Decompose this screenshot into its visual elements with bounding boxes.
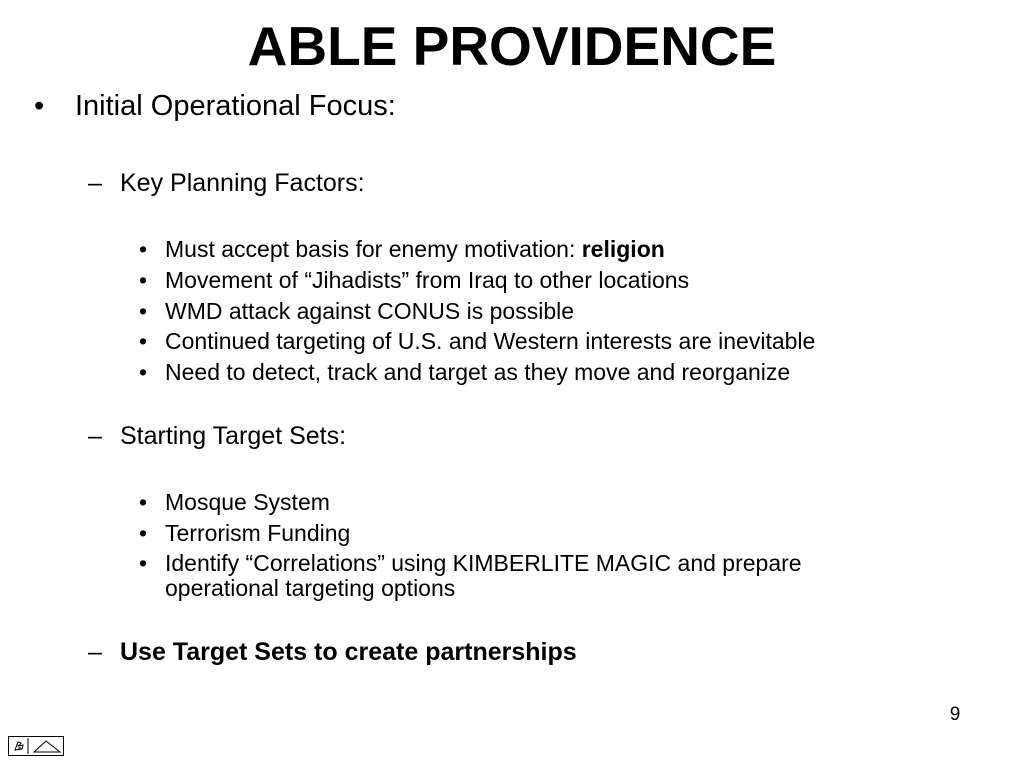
bullet-marker: • [139, 489, 148, 515]
list-item-text: Need to detect, track and target as they move and reorganize [165, 359, 791, 385]
slide-navigation-button[interactable] [8, 736, 64, 756]
emphasis-text: religion [581, 236, 665, 262]
dash-marker: – [88, 638, 102, 666]
list-item-text: operational targeting options [165, 575, 456, 601]
list-item-text: Continued targeting of U.S. and Western interests are inevitable [165, 328, 816, 354]
bullet-marker: • [139, 298, 148, 324]
bullet-marker: • [34, 90, 45, 122]
list-item-text: Must accept basis for enemy motivation: [165, 236, 582, 262]
list-item-text: WMD attack against CONUS is possible [165, 298, 575, 324]
bullet-marker: • [139, 328, 148, 354]
bullet-marker: • [139, 550, 148, 576]
bullet-marker: • [139, 236, 148, 262]
pen-arrow-icon [9, 737, 63, 755]
list-item-text: Mosque System [165, 489, 330, 515]
list-item-text: Identify “Correlations” using KIMBERLITE MAGIC and prepare [165, 550, 802, 576]
list-item-text: Terrorism Funding [165, 520, 351, 546]
bullet-marker: • [139, 359, 148, 385]
section-heading-text: Use Target Sets to create partnerships [120, 638, 577, 666]
slide-title: ABLE PROVIDENCE [247, 15, 777, 77]
bullet-marker: • [139, 520, 148, 546]
section-heading-text: Starting Target Sets: [120, 422, 347, 450]
bullet-marker: • [139, 267, 148, 293]
dash-marker: – [88, 169, 102, 197]
page-number: 9 [949, 704, 961, 725]
main-bullet-text: Initial Operational Focus: [75, 90, 396, 122]
section-heading-text: Key Planning Factors: [120, 169, 365, 197]
list-item-text: Movement of “Jihadists” from Iraq to other locations [165, 267, 690, 293]
dash-marker: – [88, 422, 102, 450]
